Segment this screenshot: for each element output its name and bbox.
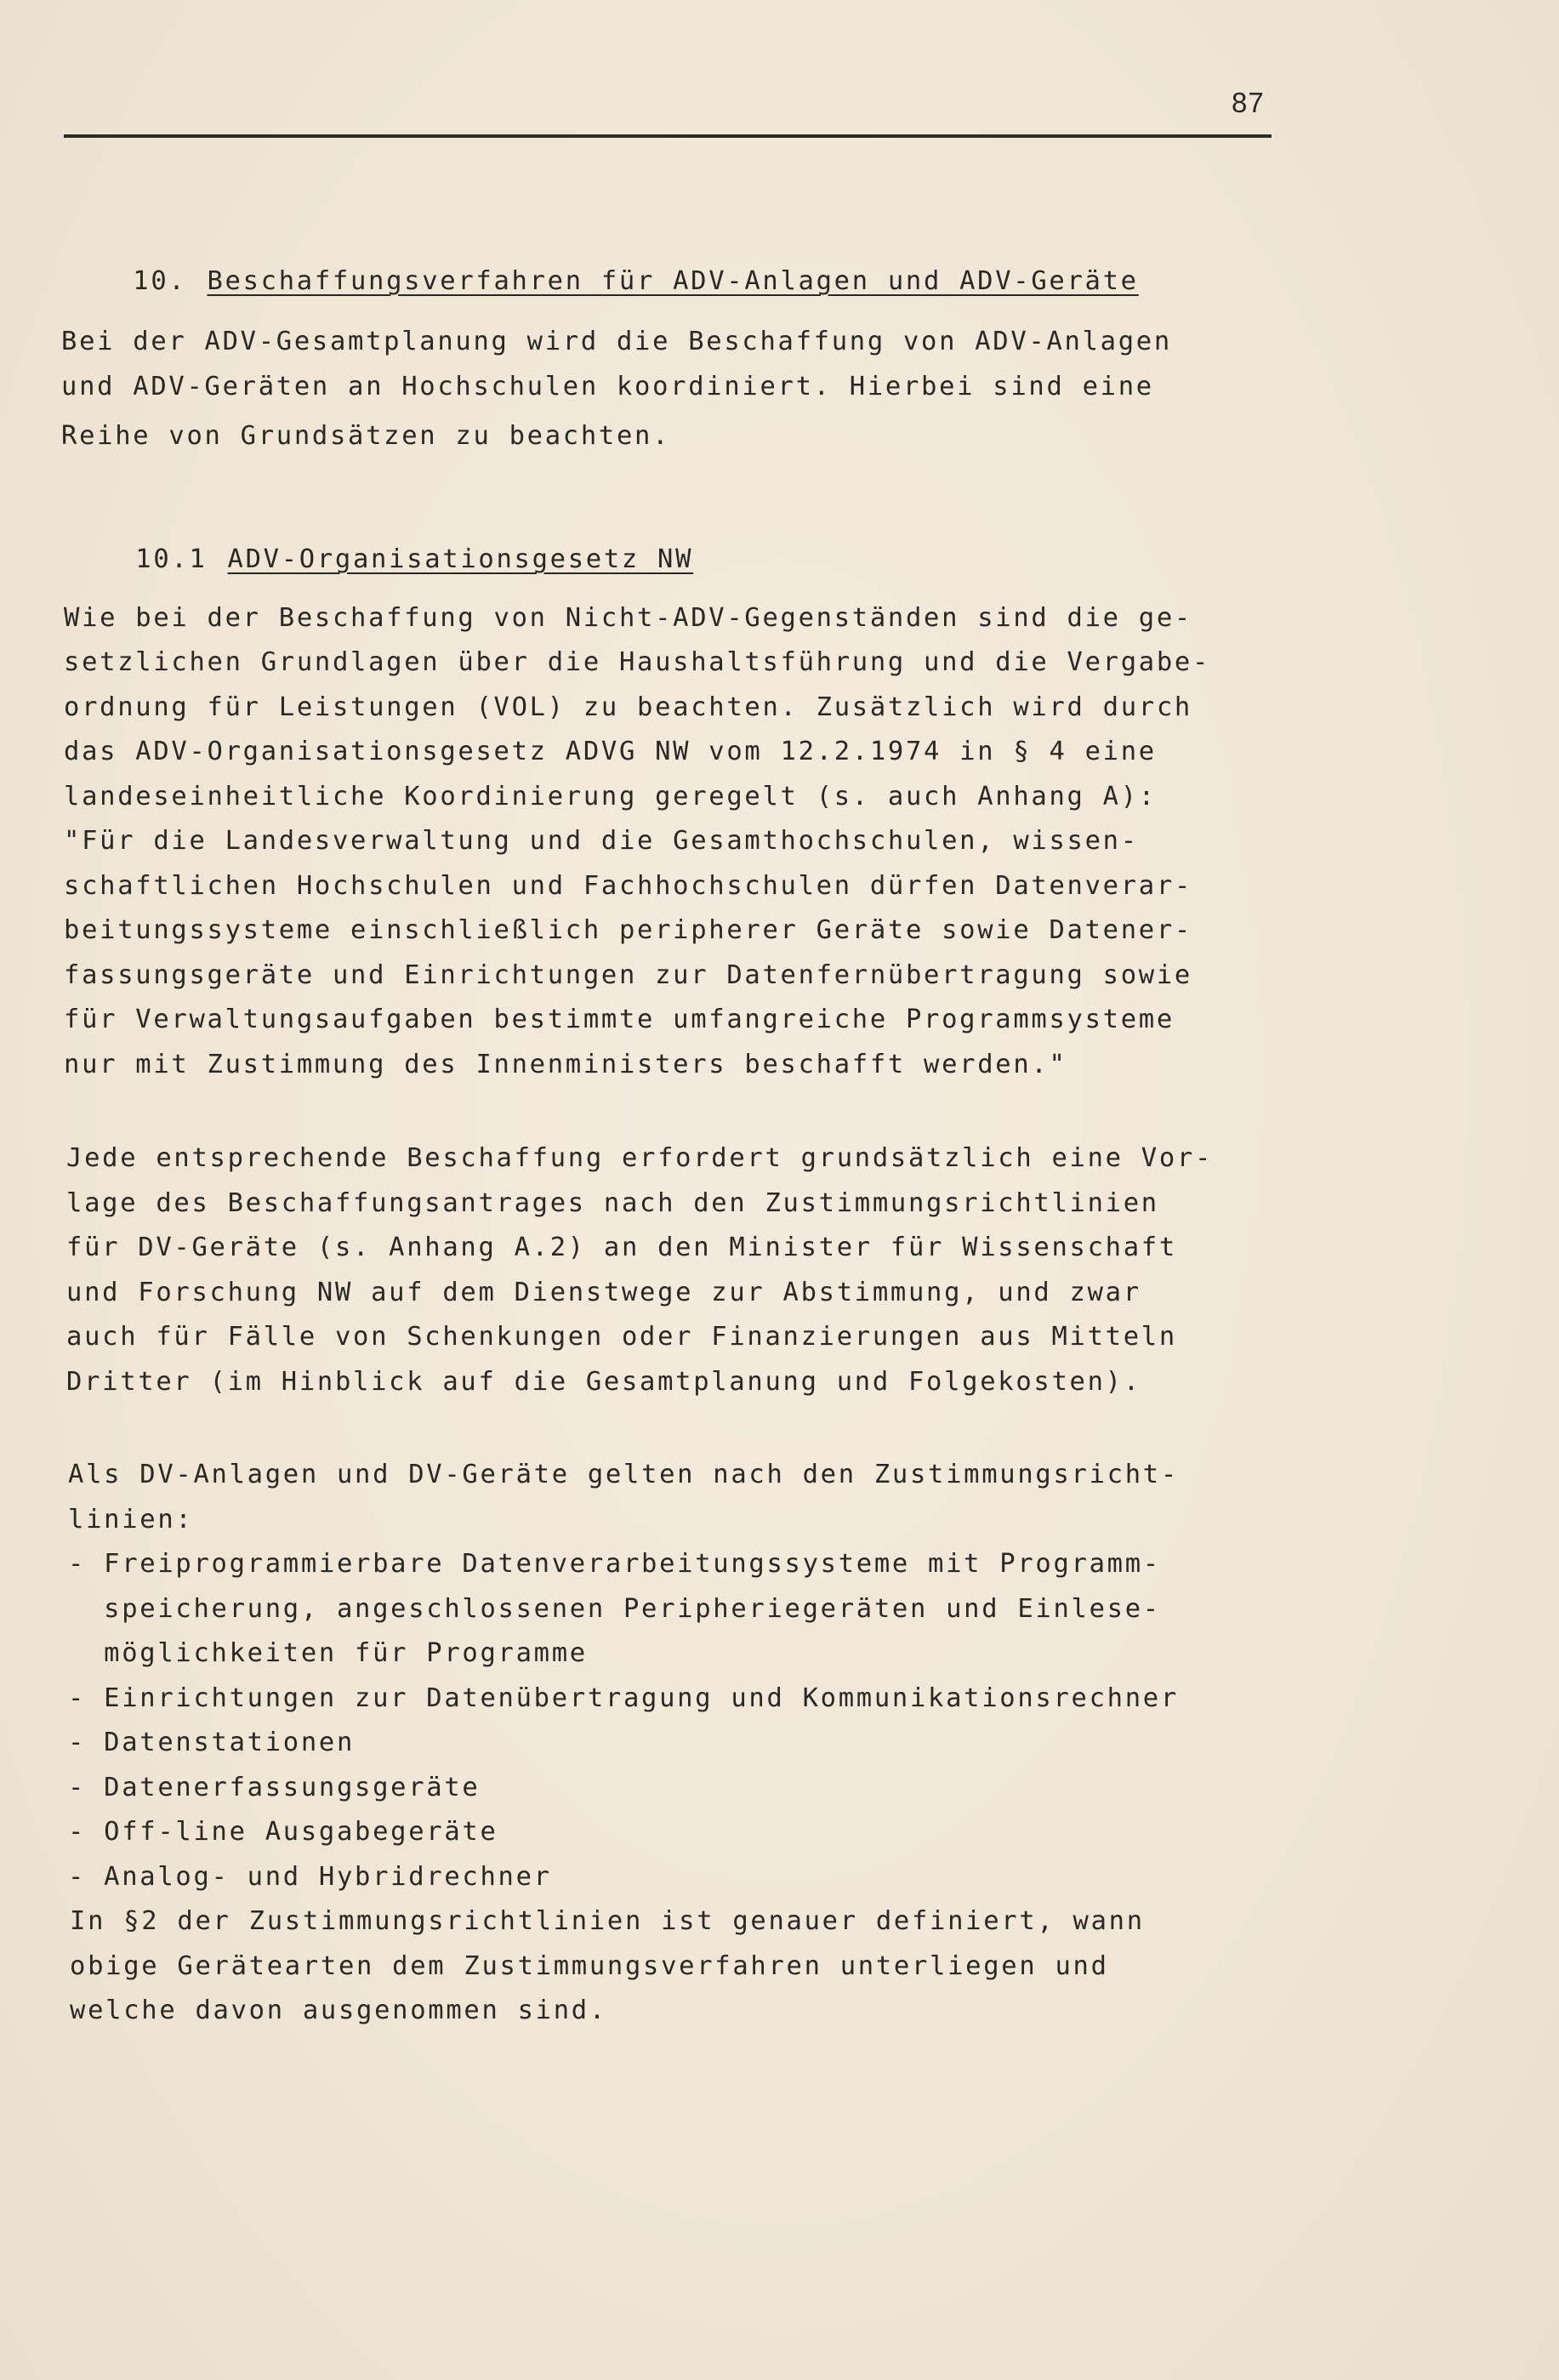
paragraph-line: Jede entsprechende Beschaffung erfordert grundsätzlich eine Vor- (66, 1143, 1214, 1173)
section-number: 10. (133, 266, 187, 296)
paragraph-line: nur mit Zustimmung des Innenministers beschafft werden." (64, 1050, 1067, 1079)
list-item-continuation: möglichkeiten für Programme (68, 1638, 588, 1668)
section-title: Beschaffungsverfahren für ADV-Anlagen und ADV-Geräte (207, 266, 1139, 296)
paragraph-line: schaftlichen Hochschulen und Fachhochschulen dürfen Datenverar- (64, 871, 1192, 901)
paragraph-line: obige Gerätearten dem Zustimmungsverfahren unterliegen und (70, 1951, 1109, 1981)
page-number: 87 (1232, 87, 1265, 118)
paragraph-line: "Für die Landesverwaltung und die Gesamthochschulen, wissen- (64, 826, 1139, 856)
intro-line: Reihe von Grundsätzen zu beachten. (61, 421, 671, 451)
paragraph-line: das ADV-Organisationsgesetz ADVG NW vom 12.2.1974 in § 4 eine (64, 737, 1157, 766)
paragraph-line: für Verwaltungsaufgaben bestimmte umfangreiche Programmsysteme (64, 1005, 1175, 1034)
list-item: - Einrichtungen zur Datenübertragung und Kommunikationsrechner (68, 1683, 1179, 1713)
header-rule (64, 134, 1272, 138)
paragraph-line: In §2 der Zustimmungsrichtlinien ist genauer definiert, wann (70, 1906, 1145, 1936)
subsection-heading (64, 516, 693, 603)
list-item: - Datenstationen (68, 1728, 356, 1757)
list-item: - Freiprogrammierbare Datenverarbeitungssysteme mit Programm- (68, 1549, 1161, 1579)
paragraph-line: für DV-Geräte (s. Anhang A.2) an den Minister für Wissenschaft (66, 1233, 1177, 1262)
paragraph-line: Dritter (im Hinblick auf die Gesamtplanung und Folgekosten). (66, 1367, 1141, 1397)
subsection-number: 10.1 (135, 544, 208, 574)
intro-line: Bei der ADV-Gesamtplanung wird die Beschaffung von ADV-Anlagen (61, 327, 1172, 356)
paragraph-line: auch für Fälle von Schenkungen oder Finanzierungen aus Mitteln (66, 1322, 1177, 1352)
paragraph-line: linien: (68, 1505, 194, 1534)
list-item-continuation: speicherung, angeschlossenen Peripheriegeräten und Einlese- (68, 1594, 1161, 1624)
paragraph-line: beitungssysteme einschließlich peripherer Geräte sowie Datener- (64, 915, 1192, 945)
paragraph-line: setzlichen Grundlagen über die Haushaltsführung und die Vergabe- (64, 647, 1211, 677)
paragraph-line: Als DV-Anlagen und DV-Geräte gelten nach den Zustimmungsricht- (68, 1460, 1179, 1489)
paragraph-line: lage des Beschaffungsantrages nach den Zustimmungsrichtlinien (66, 1188, 1159, 1218)
subsection-title: ADV-Organisationsgesetz NW (227, 544, 694, 574)
paragraph-line: landeseinheitliche Koordinierung geregelt (s. auch Anhang A): (64, 782, 1157, 811)
section-heading (61, 238, 1139, 325)
paragraph-line: und Forschung NW auf dem Dienstwege zur Abstimmung, und zwar (66, 1278, 1141, 1307)
paragraph-line: Wie bei der Beschaffung von Nicht-ADV-Gegenständen sind die ge- (64, 603, 1192, 633)
paragraph-line: ordnung für Leistungen (VOL) zu beachten. Zusätzlich wird durch (64, 692, 1192, 722)
paragraph-line: fassungsgeräte und Einrichtungen zur Datenfernübertragung sowie (64, 960, 1192, 990)
intro-line: und ADV-Geräten an Hochschulen koordiniert. Hierbei sind eine (61, 372, 1154, 401)
list-item: - Datenerfassungsgeräte (68, 1773, 481, 1802)
paragraph-line: welche davon ausgenommen sind. (70, 1996, 607, 2025)
list-item: - Off-line Ausgabegeräte (68, 1817, 498, 1847)
list-item: - Analog- und Hybridrechner (68, 1862, 552, 1892)
